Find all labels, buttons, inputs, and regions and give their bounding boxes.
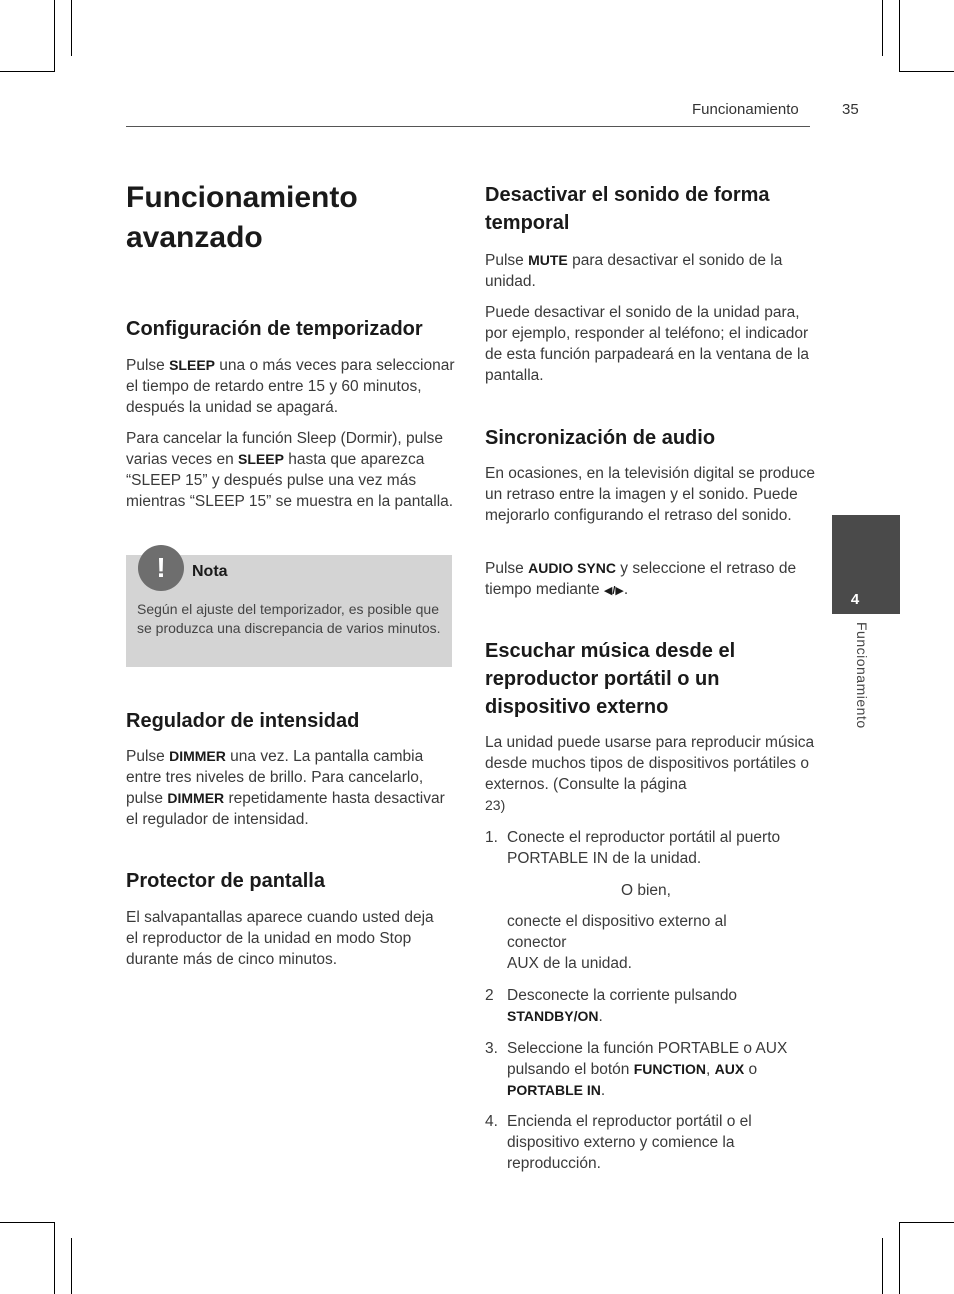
crop-mark [899, 1222, 900, 1294]
crop-mark [71, 1238, 72, 1294]
arrow-left-right-icon: ◀/▶ [603, 585, 624, 597]
key-portable-in: PORTABLE IN [507, 1082, 601, 1098]
step-3: Seleccione la función PORTABLE o AUX pulsando el botón FUNCTION, AUX o PORTABLE IN. [507, 1040, 788, 1099]
crop-mark [54, 0, 55, 72]
heading-portable: Escuchar música desde el reproductor portátil o un dispositivo externo [485, 640, 736, 718]
step-number: 1. [485, 829, 498, 846]
crop-mark [0, 1222, 55, 1223]
note-box [126, 552, 452, 667]
paragraph-mute-1: Pulse MUTE para desactivar el sonido de la unidad. [485, 252, 783, 290]
note-title: Nota [192, 563, 228, 580]
crop-mark [899, 1222, 954, 1223]
key-standby-on: STANDBY/ON [507, 1008, 599, 1024]
note-text: Según el ajuste del temporizador, es posible que se produzca una discrepancia de varios minutos. [137, 601, 441, 636]
key-audio-sync: AUDIO SYNC [528, 560, 616, 576]
paragraph-mute-2: Puede desactivar el sonido de la unidad para, por ejemplo, responder al teléfono; el indicador de esta función parpadeará en la ventana de la pantalla. [485, 304, 810, 384]
crop-mark [71, 0, 72, 56]
paragraph-screensaver: El salvapantallas aparece cuando usted deja el reproductor de la unidad en modo Stop durante más de cinco minutos. [126, 909, 434, 968]
key-sleep: SLEEP [238, 451, 284, 467]
step-1: Conecte el reproductor portátil al puerto PORTABLE IN de la unidad. [507, 829, 781, 867]
paragraph-dimmer: Pulse DIMMER una vez. La pantalla cambia entre tres niveles de brillo. Para cancelarlo, pulse DIMMER repetidamente hasta desactivar el regulador de intensidad. [126, 748, 445, 828]
chapter-tab [832, 515, 900, 614]
exclamation-icon: ! [138, 545, 184, 591]
step-4: Encienda el reproductor portátil o el dispositivo externo y comience la reproducción. [507, 1113, 752, 1172]
crop-mark [882, 0, 883, 56]
key-aux: AUX [714, 1061, 745, 1077]
step-2: Desconecte la corriente pulsando STANDBY/ON. [507, 987, 738, 1025]
key-dimmer: DIMMER [169, 748, 226, 764]
paragraph-timer-2: Para cancelar la función Sleep (Dormir), pulse varias veces en SLEEP hasta que aparezca “SLEEP 15” y después pulse una vez más mientras “SLEEP 15” se muestra en la pantalla. [126, 430, 454, 510]
heading-dimmer: Regulador de intensidad [126, 710, 360, 732]
heading-mute: Desactivar el sonido de forma temporal [485, 184, 770, 234]
page-title: Funcionamiento avanzado [126, 181, 358, 254]
paragraph-timer-1: Pulse SLEEP una o más veces para seleccionar el tiempo de retardo entre 15 y 60 minutos, después la unidad se apagará. [126, 357, 455, 416]
crop-mark [899, 71, 954, 72]
key-mute: MUTE [528, 252, 568, 268]
key-dimmer: DIMMER [167, 790, 225, 806]
chapter-label: Funcionamiento [854, 622, 870, 729]
step-number: 4. [485, 1113, 498, 1130]
header-rule [126, 126, 810, 127]
crop-mark [899, 0, 900, 72]
paragraph-audio-sync-1: En ocasiones, en la televisión digital se produce un retraso entre la imagen y el sonido. Puede mejorarlo configurando el retraso del sonido. [485, 465, 816, 524]
crop-mark [0, 71, 55, 72]
key-sleep: SLEEP [169, 357, 215, 373]
running-header: Funcionamiento [692, 101, 799, 118]
key-function: FUNCTION [633, 1061, 707, 1077]
page-number: 35 [842, 101, 859, 118]
step-1-alternative: conecte el dispositivo externo al conector AUX de la unidad. [507, 913, 727, 972]
heading-timer: Configuración de temporizador [126, 318, 423, 340]
crop-mark [882, 1238, 883, 1294]
step-or: O bien, [621, 882, 671, 899]
paragraph-audio-sync-2: Pulse AUDIO SYNC y seleccione el retraso de tiempo mediante ◀/▶. [485, 560, 797, 598]
step-number: 3. [485, 1040, 498, 1057]
heading-audio-sync: Sincronización de audio [485, 427, 716, 449]
chapter-number: 4 [850, 591, 860, 608]
step-number: 2 [485, 987, 494, 1004]
paragraph-portable-intro: La unidad puede usarse para reproducir música desde muchos tipos de dispositivos portátiles o externos. (Consulte la página 23) [485, 734, 815, 813]
heading-screensaver: Protector de pantalla [126, 870, 325, 892]
crop-mark [54, 1222, 55, 1294]
